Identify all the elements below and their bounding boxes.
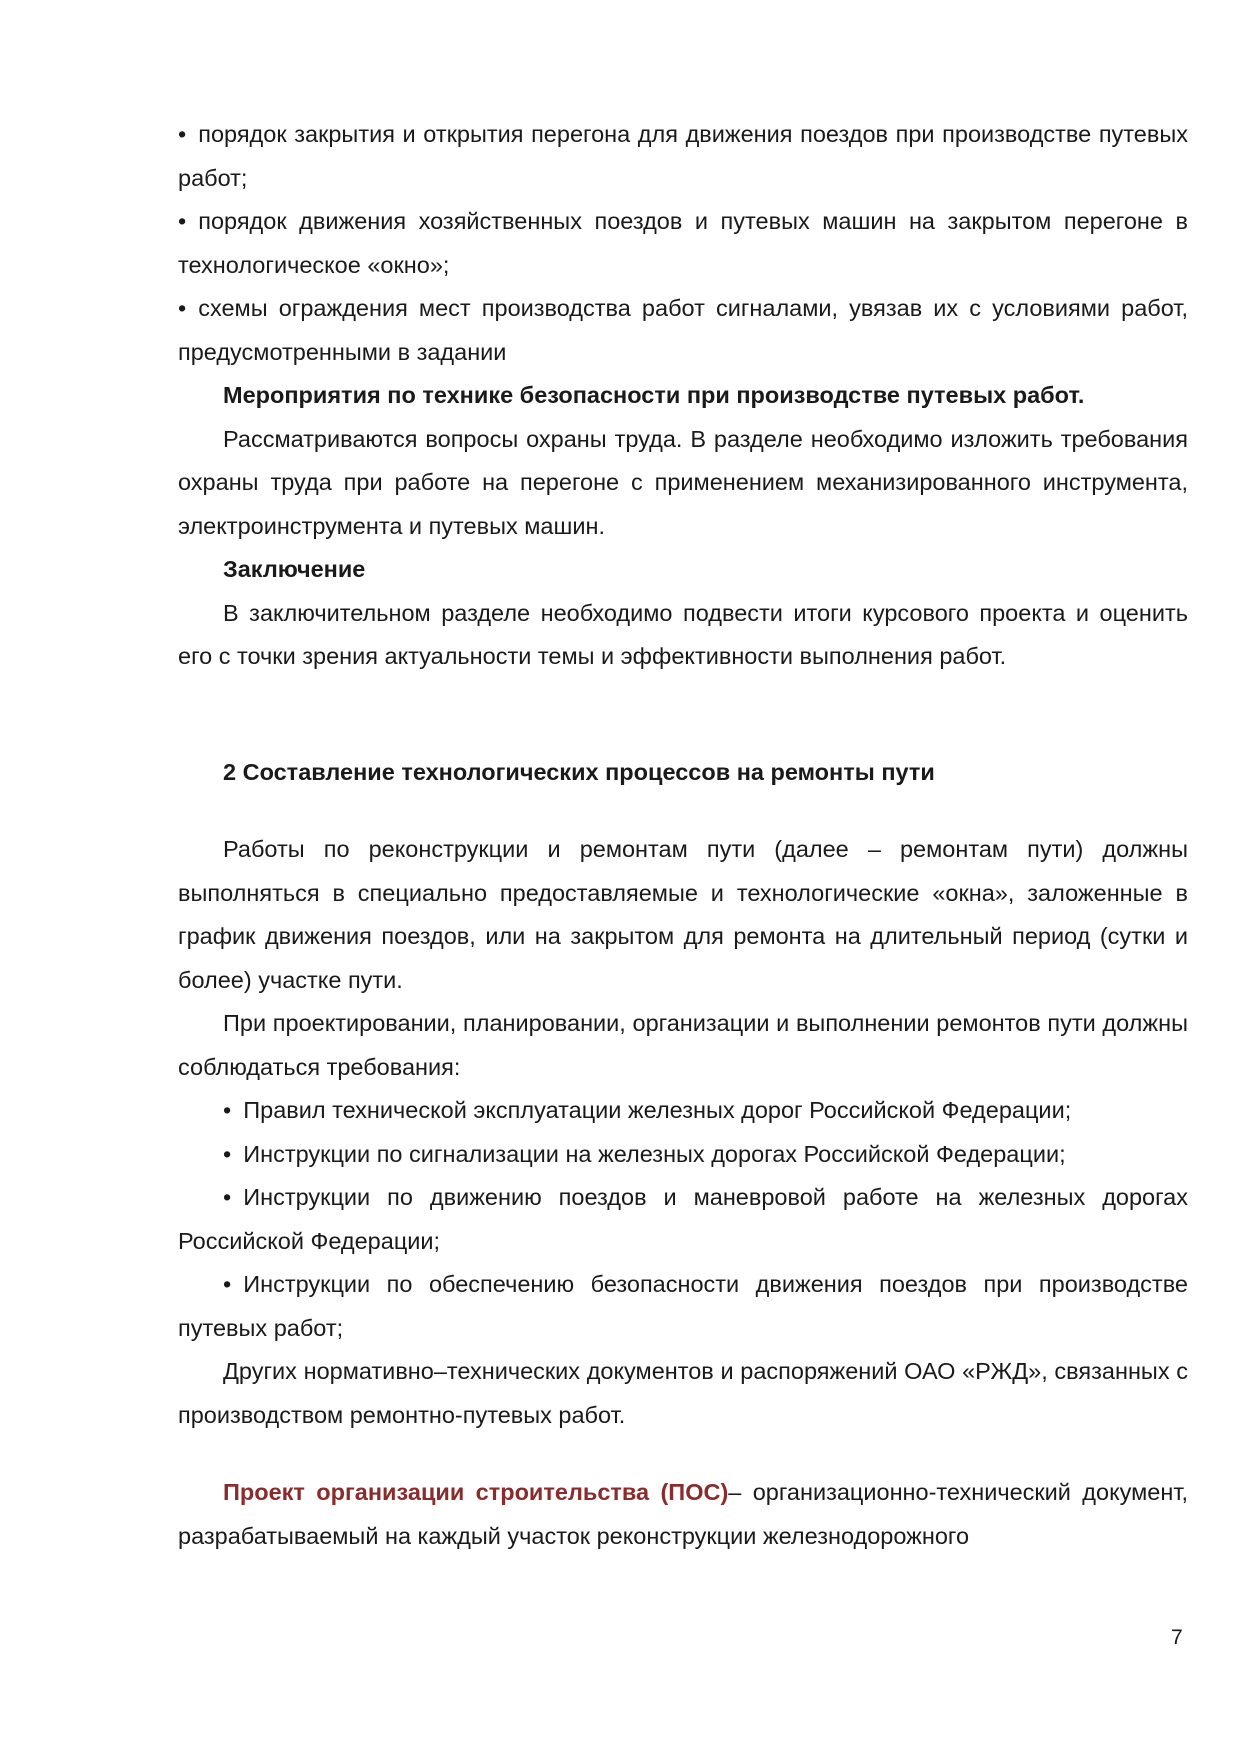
requirement-item: • Инструкции по сигнализации на железных дорогах Российской Федерации; — [178, 1133, 1188, 1177]
conclusion-text: В заключительном разделе необходимо подвести итоги курсового проекта и оценить его с точки зрения актуальности темы и эффективности выполнения работ. — [178, 599, 1188, 669]
list-item: • схемы ограждения мест производства работ сигналами, увязав их с условиями работ, предусмотренными в задании — [178, 287, 1188, 374]
document-page — [178, 113, 1188, 1558]
safety-heading: Мероприятия по технике безопасности при производстве путевых работ. — [223, 382, 1085, 408]
list-item: • порядок закрытия и открытия перегона для движения поездов при производстве путевых работ; — [178, 113, 1188, 200]
requirement-item: • Правил технической эксплуатации железных дорог Российской Федерации; — [178, 1089, 1188, 1133]
conclusion-heading: Заключение — [223, 556, 366, 582]
section-paragraph: Работы по реконструкции и ремонтам пути (далее – ремонтам пути) должны выполняться в специально предоставляемые и технологические «окна», заложенные в график движения поездов, или на закрытом для ремонта на длительный период (сутки и более) участке пути. — [178, 836, 1188, 993]
requirement-item: • Инструкции по обеспечению безопасности движения поездов при производстве путевых работ; — [178, 1263, 1188, 1350]
section-title: 2 Составление технологических процессов на ремонты пути — [223, 758, 935, 785]
pos-term: Проект организации строительства (ПОС) — [223, 1479, 729, 1505]
requirement-item: • Инструкции по движению поездов и маневровой работе на железных дорогах Российской Федерации; — [178, 1176, 1188, 1263]
section-paragraph: При проектировании, планировании, организации и выполнении ремонтов пути должны соблюдаться требования: — [178, 1010, 1188, 1080]
list-item: • порядок движения хозяйственных поездов и путевых машин на закрытом перегоне в технологическое «окно»; — [178, 200, 1188, 287]
pos-definition-text: – организационно-технический документ, разрабатываемый на каждый участок реконструкции железнодорожного — [178, 1479, 1189, 1549]
safety-text: Рассматриваются вопросы охраны труда. В разделе необходимо изложить требования охраны труда при работе на перегоне с применением механизированного инструмента, электроинструмента и путевых машин. — [178, 425, 1188, 539]
page-number: 7 — [1171, 1626, 1183, 1649]
pos-definition — [178, 1471, 1188, 1558]
section-paragraph: Других нормативно–технических документов и распоряжений ОАО «РЖД», связанных с производством ремонтно-путевых работ. — [178, 1358, 1188, 1428]
